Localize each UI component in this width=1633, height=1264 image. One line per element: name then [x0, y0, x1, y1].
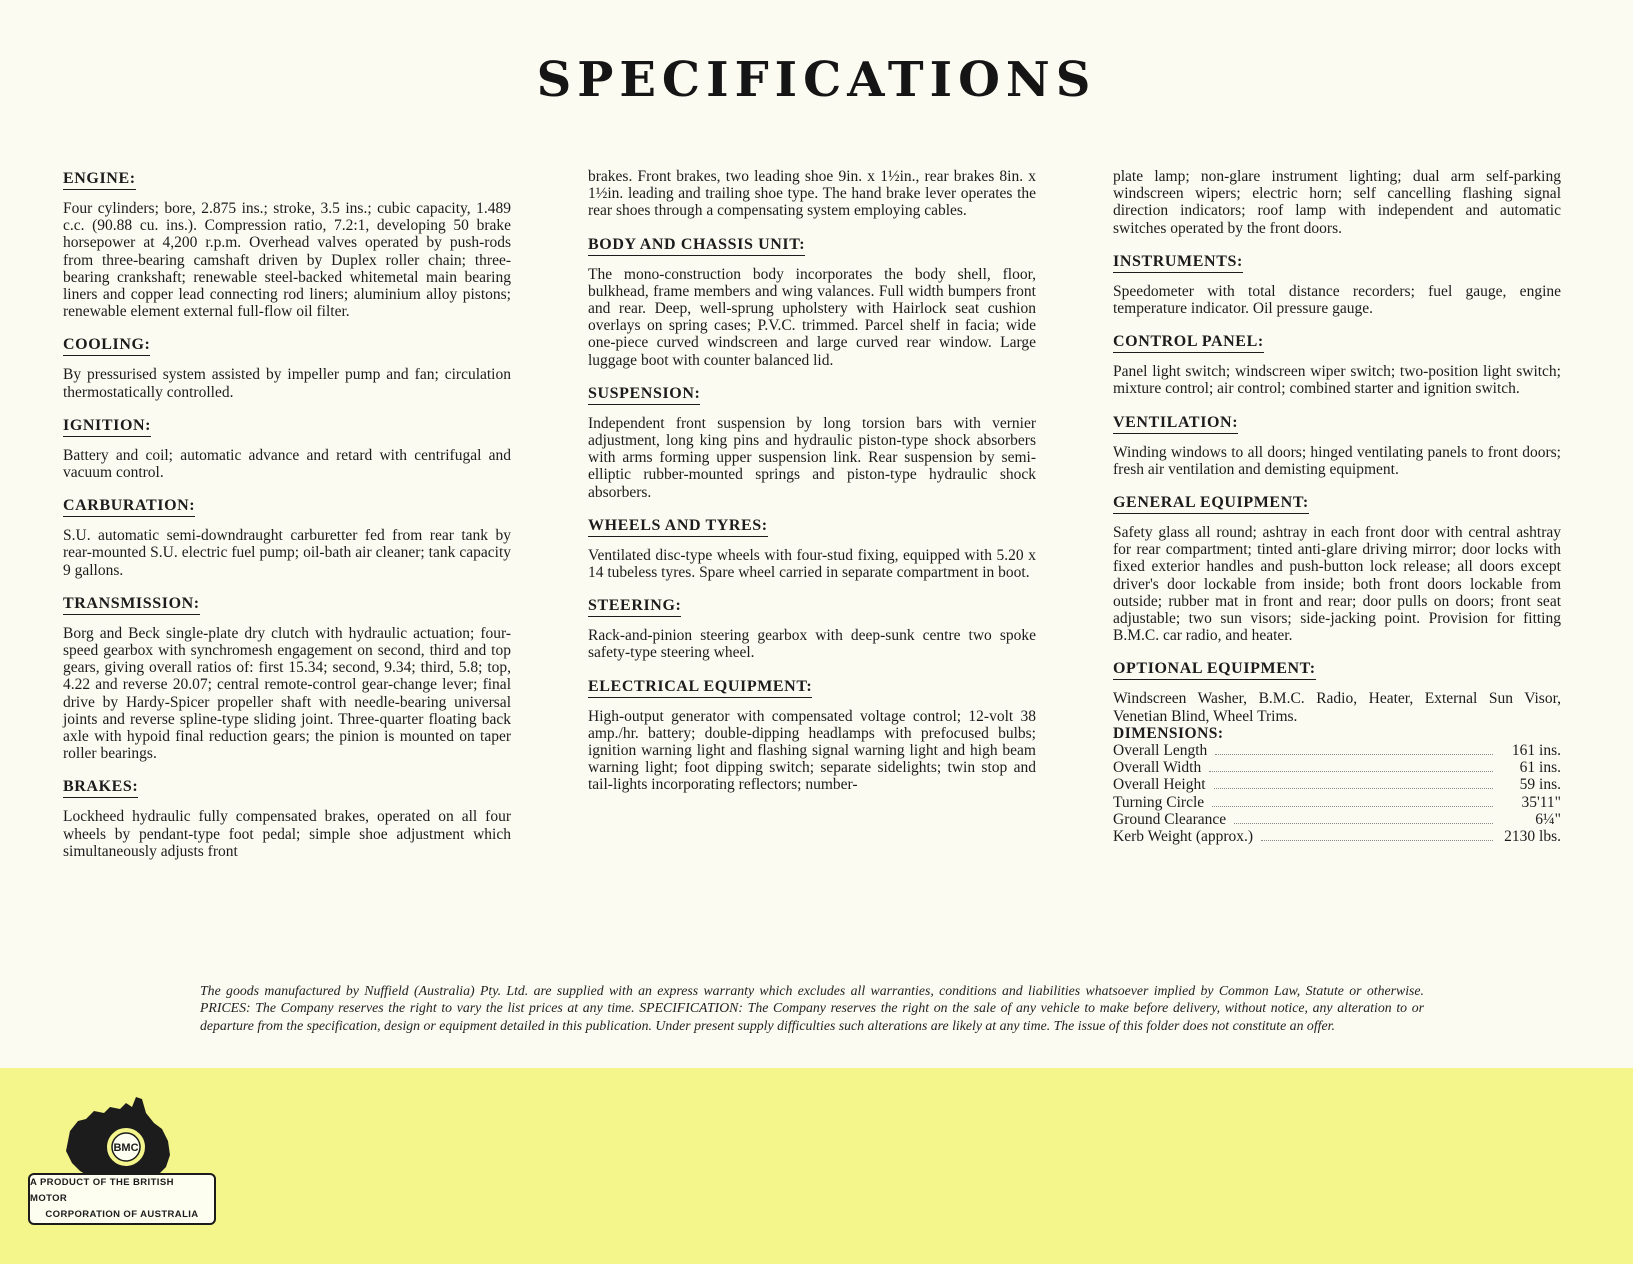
section-heading: CARBURATION:	[63, 497, 195, 517]
section-heading: STEERING:	[588, 597, 681, 617]
section-text: High-output generator with compensated voltage control; 12-volt 38 amp./hr. battery; double-dipping headlamps with prefocused bulbs; ignition warning light and flashing signal warning light and high beam warning light; foot dipping switch; separate sidelights; twin stop and tail-lights incorporating reflectors; number-	[588, 707, 1036, 794]
section-text: Ventilated disc-type wheels with four-stud fixing, equipped with 5.20 x 14 tubeless tyres. Spare wheel carried in separate compartment in boot.	[588, 546, 1036, 582]
section-heading: SUSPENSION:	[588, 385, 700, 405]
dot-leader	[1234, 823, 1493, 824]
section-wheels-tyres	[588, 517, 1036, 581]
dimension-label: Overall Width	[1113, 759, 1202, 777]
section-ventilation	[1113, 414, 1561, 478]
dimension-row	[1113, 776, 1561, 793]
section-heading: CONTROL PANEL:	[1113, 333, 1264, 353]
section-text: Windscreen Washer, B.M.C. Radio, Heater, External Sun Visor, Venetian Blind, Wheel Trims.	[1113, 690, 1561, 725]
spec-column-3	[1113, 168, 1561, 845]
section-control-panel	[1113, 333, 1561, 397]
page-title: SPECIFICATIONS	[536, 52, 1097, 108]
dimension-label: Ground Clearance	[1113, 810, 1227, 828]
australia-map-icon	[28, 1093, 216, 1183]
dimensions-table	[1113, 725, 1561, 845]
section-heading: WHEELS AND TYRES:	[588, 517, 768, 537]
section-steering	[588, 597, 1036, 661]
section-cooling	[63, 336, 511, 400]
caption-line-2: CORPORATION OF AUSTRALIA	[45, 1209, 199, 1220]
dimension-value: 35'11"	[1521, 793, 1561, 811]
dimension-value: 59 ins.	[1519, 776, 1561, 794]
bmc-seal-text: BMC	[113, 1142, 139, 1154]
section-heading: BRAKES:	[63, 778, 138, 798]
section-heading: GENERAL EQUIPMENT:	[1113, 494, 1309, 514]
section-text: The mono-construction body incorporates the body shell, floor, bulkhead, frame members and wing valances. Full width bumpers front and rear. Deep, well-sprung upholstery with Hairlock seat cushion overlays on spring cases; P.V.C. trimmed. Parcel shelf in facia; wide one-piece curved windscreen and large curved rear window. Large luggage boot with counter balanced lid.	[588, 265, 1036, 369]
dimension-row	[1113, 828, 1561, 845]
section-heading: ENGINE:	[63, 170, 136, 190]
section-text: Independent front suspension by long torsion bars with vernier adjustment, long king pins and hydraulic piston-type shock absorbers with arms forming upper suspension link. Rear suspension by semi-elliptic rubber-mounted springs and piston-type hydraulic shock absorbers.	[588, 414, 1036, 501]
section-text: Borg and Beck single-plate dry clutch with hydraulic actuation; four-speed gearbox with synchromesh engagement on second, third and top gears, giving overall ratios of: first 15.34; second, 9.34; third, 5.8; top, 4.22 and reverse 20.07; central remote-control gear-change lever; final drive by Hardy-Spicer propeller shaft with needle-bearing universal joints and reverse spline-type sliding joint. Three-quarter floating back axle with hypoid final reduction gears; the pinion is mounted on taper roller bearings.	[63, 624, 511, 763]
section-body-chassis	[588, 236, 1036, 369]
section-text: Safety glass all round; ashtray in each front door with central ashtray for rear compartment; tinted anti-glare driving mirror; door locks with fixed exterior handles and push-button lock release; all doors except driver's door lockable from inside; both front doors lockable from outside; rubber mat in front and rear; door pulls on doors; front seat adjustable; two sun visors; side-jacking point. Provision for fitting B.M.C. car radio, and heater.	[1113, 524, 1561, 645]
dimensions-title: DIMENSIONS:	[1113, 724, 1224, 742]
dot-leader	[1212, 806, 1493, 807]
section-instruments	[1113, 253, 1561, 317]
section-optional-equipment	[1113, 660, 1561, 724]
section-engine	[63, 170, 511, 320]
section-transmission	[63, 595, 511, 763]
section-text: Rack-and-pinion steering gearbox with deep-sunk centre two spoke safety-type steering wheel.	[588, 627, 1036, 662]
section-text: By pressurised system assisted by impeller pump and fan; circulation thermostatically controlled.	[63, 366, 511, 401]
section-text: Winding windows to all doors; hinged ventilating panels to front doors; fresh air ventilation and demisting equipment.	[1113, 443, 1561, 478]
bmc-logo	[28, 1093, 216, 1229]
section-suspension	[588, 385, 1036, 501]
section-text: Panel light switch; windscreen wiper switch; two-position light switch; mixture control; air control; combined starter and ignition switch.	[1113, 363, 1561, 398]
logo-caption	[28, 1173, 216, 1225]
dimension-value: 161 ins.	[1511, 742, 1561, 760]
dimension-label: Kerb Weight (approx.)	[1113, 828, 1254, 846]
dimension-row	[1113, 742, 1561, 759]
dimension-label: Overall Length	[1113, 742, 1208, 760]
caption-line-1: A PRODUCT OF THE BRITISH MOTOR	[30, 1177, 174, 1204]
section-text: S.U. automatic semi-downdraught carburetter fed from rear tank by rear-mounted S.U. electric fuel pump; oil-bath air cleaner; tank capacity 9 gallons.	[63, 527, 511, 579]
footer-band	[0, 1068, 1633, 1264]
dimension-label: Turning Circle	[1113, 793, 1205, 811]
dimension-value: 2130 lbs.	[1504, 828, 1561, 846]
section-heading: VENTILATION:	[1113, 414, 1238, 434]
dot-leader	[1215, 754, 1493, 755]
section-heading: INSTRUMENTS:	[1113, 253, 1243, 273]
dimension-label: Overall Height	[1113, 776, 1206, 794]
section-text: Lockheed hydraulic fully compensated brakes, operated on all four wheels by pendant-type foot pedal; simple shoe adjustment which simultaneously adjusts front	[63, 808, 511, 860]
legal-disclaimer: The goods manufactured by Nuffield (Australia) Pty. Ltd. are supplied with an express warranty which excludes all warranties, conditions and liabilities whatsoever implied by Common Law, Statute or otherwise. PRICES: The Company reserves the right to vary the list prices at any time. SPECIFICATION: The Company reserves the right on the sale of any vehicle to make before delivery, without notice, any alteration to or departure from the specification, design or equipment detailed in this publication. Under present supply difficulties such alterations are likely at any time. The issue of this folder does not constitute an offer.	[200, 982, 1424, 1033]
section-heading: IGNITION:	[63, 417, 151, 437]
dot-leader	[1261, 840, 1493, 841]
section-ignition	[63, 417, 511, 481]
spec-column-1	[63, 170, 511, 876]
section-text: Speedometer with total distance recorders; fuel gauge, engine temperature indicator. Oil pressure gauge.	[1113, 282, 1561, 318]
section-heading: BODY AND CHASSIS UNIT:	[588, 236, 805, 256]
section-general-equipment	[1113, 494, 1561, 644]
section-text: Battery and coil; automatic advance and retard with centrifugal and vacuum control.	[63, 446, 511, 482]
dot-leader	[1214, 788, 1493, 789]
section-heading: COOLING:	[63, 336, 150, 356]
dot-leader	[1209, 771, 1493, 772]
dimension-value: 6¼"	[1535, 810, 1561, 828]
dimension-value: 61 ins.	[1519, 759, 1561, 777]
section-heading: TRANSMISSION:	[63, 595, 200, 615]
continued-text: brakes. Front brakes, two leading shoe 9in. x 1½in., rear brakes 8in. x 1½in. leading and trailing shoe type. The hand brake lever operates the rear shoes through a compensating system employing cables.	[588, 168, 1036, 220]
dimension-row	[1113, 811, 1561, 828]
section-electrical	[588, 678, 1036, 794]
spec-column-2	[588, 168, 1036, 810]
dimension-row	[1113, 794, 1561, 811]
section-heading: ELECTRICAL EQUIPMENT:	[588, 678, 812, 698]
dimension-row	[1113, 759, 1561, 776]
section-carburation	[63, 497, 511, 579]
section-text: Four cylinders; bore, 2.875 ins.; stroke, 3.5 ins.; cubic capacity, 1.489 c.c. (90.88 cu. ins.). Compression ratio, 7.2:1, developing 50 brake horsepower at 4,200 r.p.m. Overhead valves operated by push-rods from three-bearing camshaft driven by Duplex roller chain; three-bearing crankshaft; renewable steel-backed whitemetal main bearing liners and copper lead connecting rod liners; aluminium alloy pistons; renewable element external full-flow oil filter.	[63, 200, 511, 321]
section-brakes	[63, 778, 511, 860]
section-heading: OPTIONAL EQUIPMENT:	[1113, 660, 1316, 680]
continued-text: plate lamp; non-glare instrument lighting; dual arm self-parking windscreen wipers; electric horn; self cancelling flashing signal direction indicators; roof lamp with independent and automatic switches operated by the front doors.	[1113, 168, 1561, 237]
